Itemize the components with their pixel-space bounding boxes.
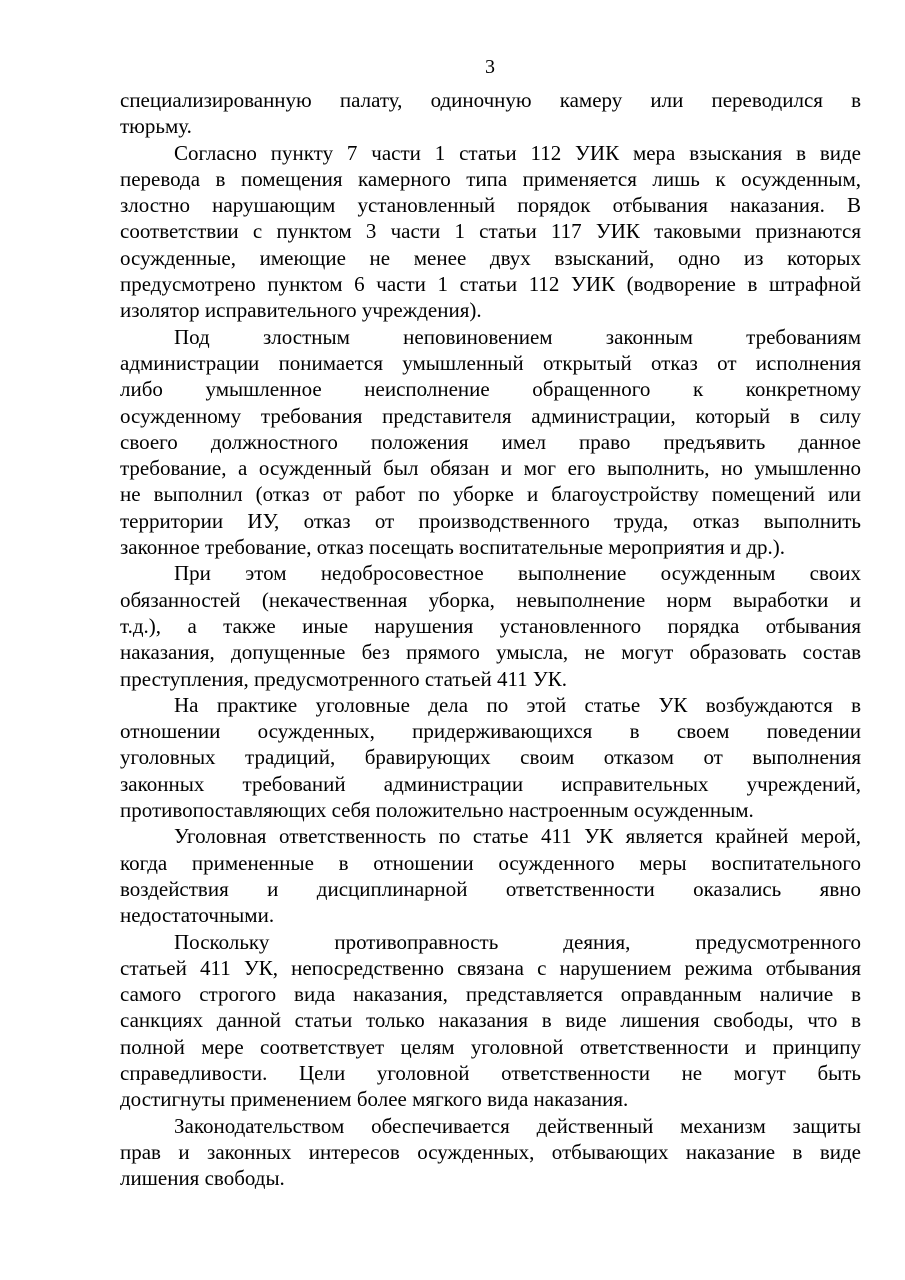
text-line: справедливости. Цели уголовной ответственности не могут быть bbox=[120, 1060, 861, 1085]
text-line: соответствии с пунктом 3 части 1 статьи 117 УИК таковыми признаются bbox=[120, 219, 861, 244]
text-line: тюрьму. bbox=[120, 114, 192, 139]
text-line: Законодательством обеспечивается действенный механизм защиты bbox=[174, 1113, 861, 1138]
text-line: осужденному требования представителя администрации, который в силу bbox=[120, 403, 861, 428]
paragraph bbox=[120, 692, 861, 823]
paragraph bbox=[120, 929, 861, 1113]
text-line: перевода в помещения камерного типа применяется лишь к осужденным, bbox=[120, 166, 861, 191]
text-line: Согласно пункту 7 части 1 статьи 112 УИК мера взыскания в виде bbox=[174, 140, 861, 165]
text-line: Уголовная ответственность по статье 411 УК является крайней мерой, bbox=[174, 824, 861, 849]
text-line: лишения свободы. bbox=[120, 1166, 285, 1191]
text-line: уголовных традиций, бравирующих своим отказом от выполнения bbox=[120, 745, 861, 770]
paragraph bbox=[120, 87, 861, 140]
text-line: противопоставляющих себя положительно настроенным осужденным. bbox=[120, 798, 754, 823]
text-line: осужденные, имеющие не менее двух взысканий, одно из которых bbox=[120, 245, 861, 270]
paragraph bbox=[120, 1113, 861, 1192]
text-line: законное требование, отказ посещать воспитательные мероприятия и др.). bbox=[120, 535, 786, 560]
text-line: злостно нарушающим установленный порядок отбывания наказания. В bbox=[120, 193, 861, 218]
text-line: обязанностей (некачественная уборка, невыполнение норм выработки и bbox=[120, 587, 861, 612]
text-line: статьей 411 УК, непосредственно связана с нарушением режима отбывания bbox=[120, 955, 861, 980]
text-line: недостаточными. bbox=[120, 903, 275, 928]
text-line: предусмотрено пунктом 6 части 1 статьи 112 УИК (водворение в штрафной bbox=[120, 272, 861, 297]
text-line: либо умышленное неисполнение обращенного к конкретному bbox=[120, 377, 861, 402]
text-line: преступления, предусмотренного статьей 411 УК. bbox=[120, 666, 568, 691]
text-line: санкциях данной статьи только наказания в виде лишения свободы, что в bbox=[120, 1008, 861, 1033]
text-line: когда примененные в отношении осужденного меры воспитательного bbox=[120, 850, 861, 875]
text-line: полной мере соответствует целям уголовной ответственности и принципу bbox=[120, 1034, 861, 1059]
text-line: территории ИУ, отказ от производственного труда, отказ выполнить bbox=[120, 508, 861, 533]
text-line: администрации понимается умышленный открытый отказ от исполнения bbox=[120, 350, 861, 375]
paragraph bbox=[120, 560, 861, 691]
text-line: На практике уголовные дела по этой статье УК возбуждаются в bbox=[174, 692, 861, 717]
text-line: своего должностного положения имел право предъявить данное bbox=[120, 429, 861, 454]
page-number: 3 bbox=[485, 56, 495, 78]
text-line: требование, а осужденный был обязан и мог его выполнить, но умышленно bbox=[120, 456, 861, 481]
text-line: изолятор исправительного учреждения). bbox=[120, 298, 482, 323]
paragraph bbox=[120, 823, 861, 928]
text-line: т.д.), а также иные нарушения установленного порядка отбывания bbox=[120, 613, 861, 638]
text-line: прав и законных интересов осужденных, отбывающих наказание в виде bbox=[120, 1139, 861, 1164]
text-line: самого строгого вида наказания, представляется оправданным наличие в bbox=[120, 982, 861, 1007]
paragraph bbox=[120, 140, 861, 324]
text-line: отношении осужденных, придерживающихся в своем поведении bbox=[120, 719, 861, 744]
text-line: воздействия и дисциплинарной ответственности оказались явно bbox=[120, 876, 861, 901]
text-line: законных требований администрации исправительных учреждений, bbox=[120, 771, 861, 796]
text-line: Поскольку противоправность деяния, предусмотренного bbox=[174, 929, 861, 954]
text-line: При этом недобросовестное выполнение осужденным своих bbox=[174, 561, 861, 586]
text-line: достигнуты применением более мягкого вида наказания. bbox=[120, 1087, 629, 1112]
paragraph bbox=[120, 324, 861, 561]
document-body bbox=[120, 87, 861, 1191]
text-line: наказания, допущенные без прямого умысла, не могут образовать состав bbox=[120, 640, 861, 665]
text-line: специализированную палату, одиночную камеру или переводился в bbox=[120, 88, 861, 112]
text-line: Под злостным неповиновением законным требованиям bbox=[174, 324, 861, 349]
text-line: не выполнил (отказ от работ по уборке и благоустройству помещений или bbox=[120, 482, 861, 507]
